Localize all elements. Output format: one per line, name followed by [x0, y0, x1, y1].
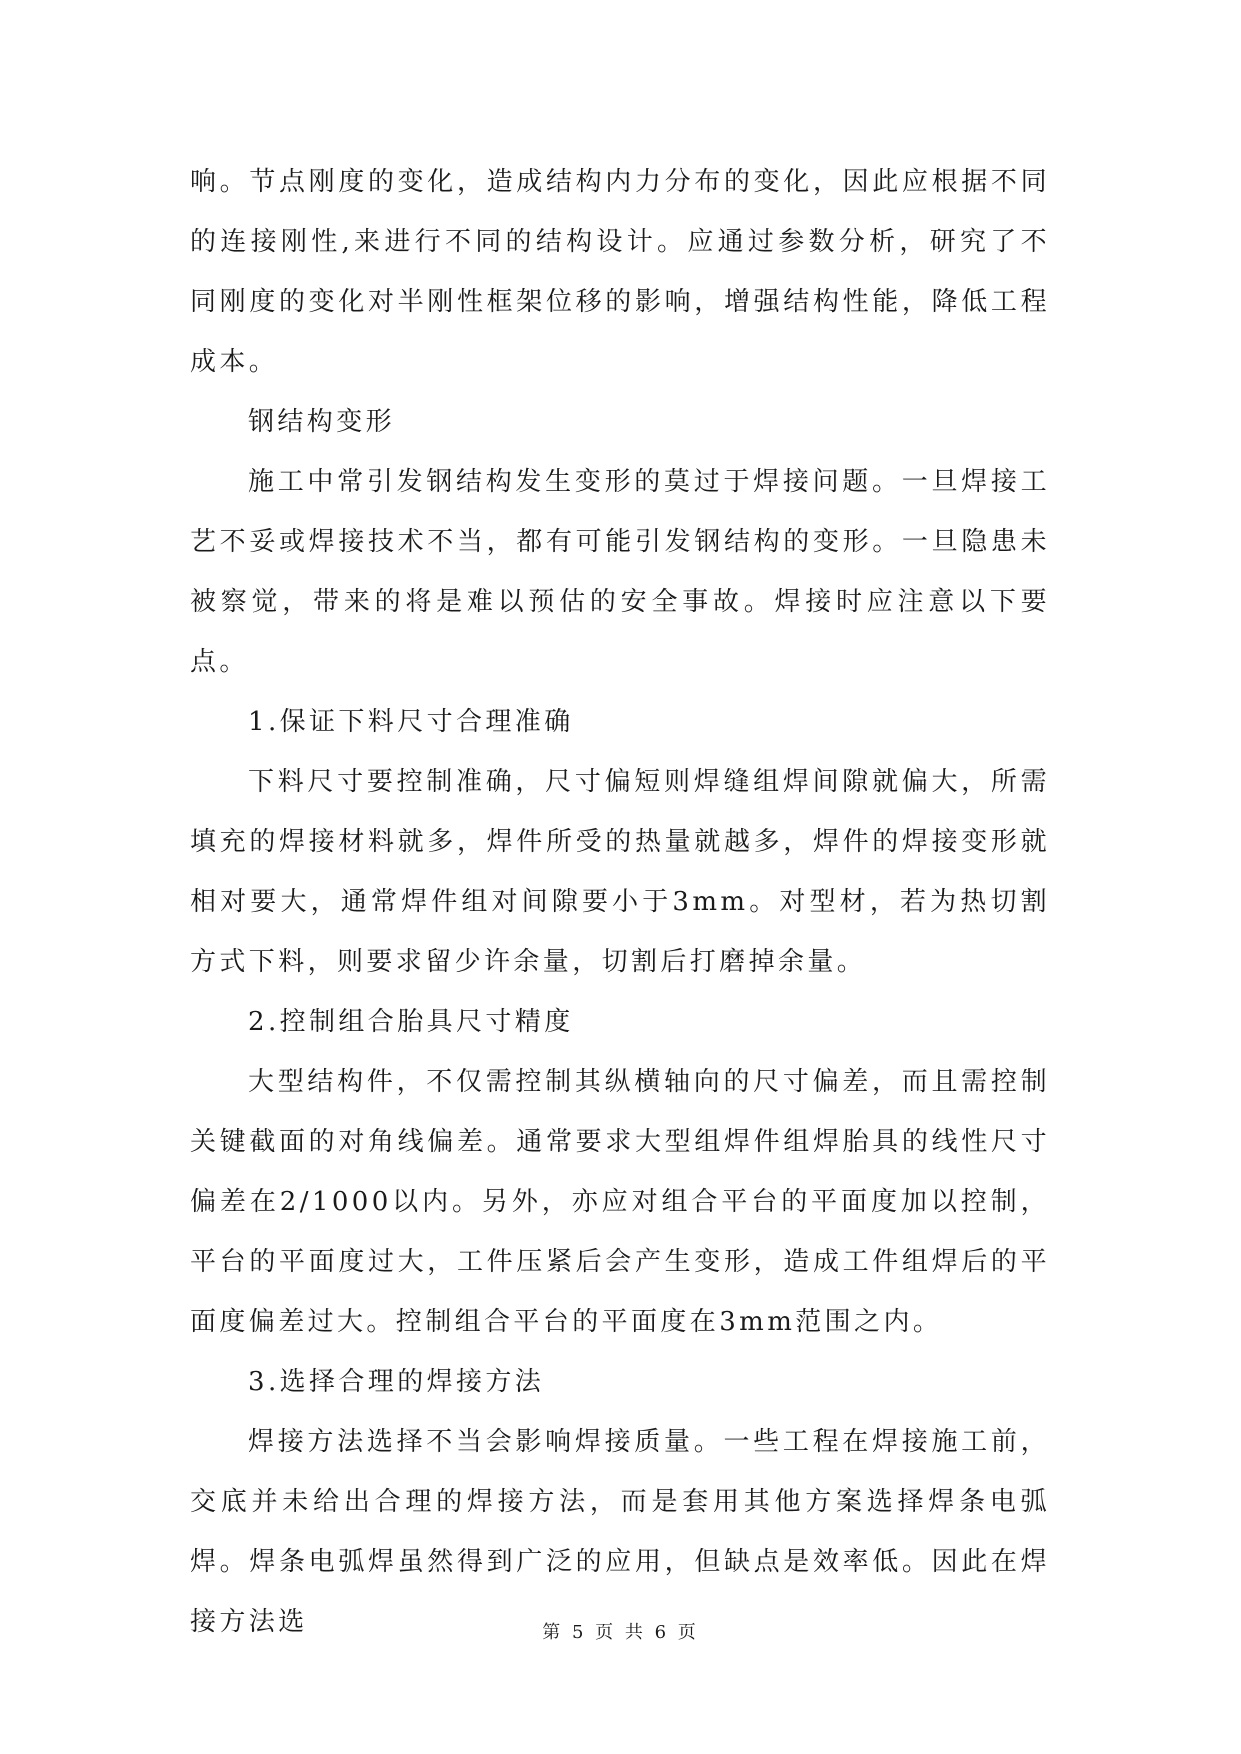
- document-body: [190, 152, 1050, 1652]
- paragraph-welding-intro: 施工中常引发钢结构发生变形的莫过于焊接问题。一旦焊接工艺不妥或焊接技术不当，都有可能引发钢结构的变形。一旦隐患未被察觉，带来的将是难以预估的安全事故。焊接时应注意以下要点。: [190, 467, 1050, 677]
- paragraph-welding-method: 焊接方法选择不当会影响焊接质量。一些工程在焊接施工前，交底并未给出合理的焊接方法，而是套用其他方案选择焊条电弧焊。焊条电弧焊虽然得到广泛的应用，但缺点是效率低。因此在焊接方法选: [190, 1427, 1050, 1637]
- paragraph-cutting-size: 下料尺寸要控制准确，尺寸偏短则焊缝组焊间隙就偏大，所需填充的焊接材料就多，焊件所受的热量就越多，焊件的焊接变形就相对要大，通常焊件组对间隙要小于3mm。对型材，若为热切割方式下料，则要求留少许余量，切割后打磨掉余量。: [190, 767, 1050, 977]
- subheading-3: 3.选择合理的焊接方法: [248, 1367, 545, 1397]
- page-number-footer: 第 5 页 共 6 页: [542, 1622, 699, 1643]
- paragraph-fixture-precision: 大型结构件，不仅需控制其纵横轴向的尺寸偏差，而且需控制关键截面的对角线偏差。通常要求大型组焊件组焊胎具的线性尺寸偏差在2/1000以内。另外，亦应对组合平台的平面度加以控制，平台的平面度过大，工件压紧后会产生变形，造成工件组焊后的平面度偏差过大。控制组合平台的平面度在3mm范围之内。: [190, 1067, 1050, 1337]
- paragraph-continuation: 响。节点刚度的变化，造成结构内力分布的变化，因此应根据不同的连接刚性,来进行不同的结构设计。应通过参数分析，研究了不同刚度的变化对半刚性框架位移的影响，增强结构性能，降低工程成本。: [190, 167, 1050, 377]
- subheading-1: 1.保证下料尺寸合理准确: [248, 707, 574, 737]
- section-heading-steel-deformation: 钢结构变形: [248, 407, 396, 437]
- subheading-2: 2.控制组合胎具尺寸精度: [248, 1007, 574, 1037]
